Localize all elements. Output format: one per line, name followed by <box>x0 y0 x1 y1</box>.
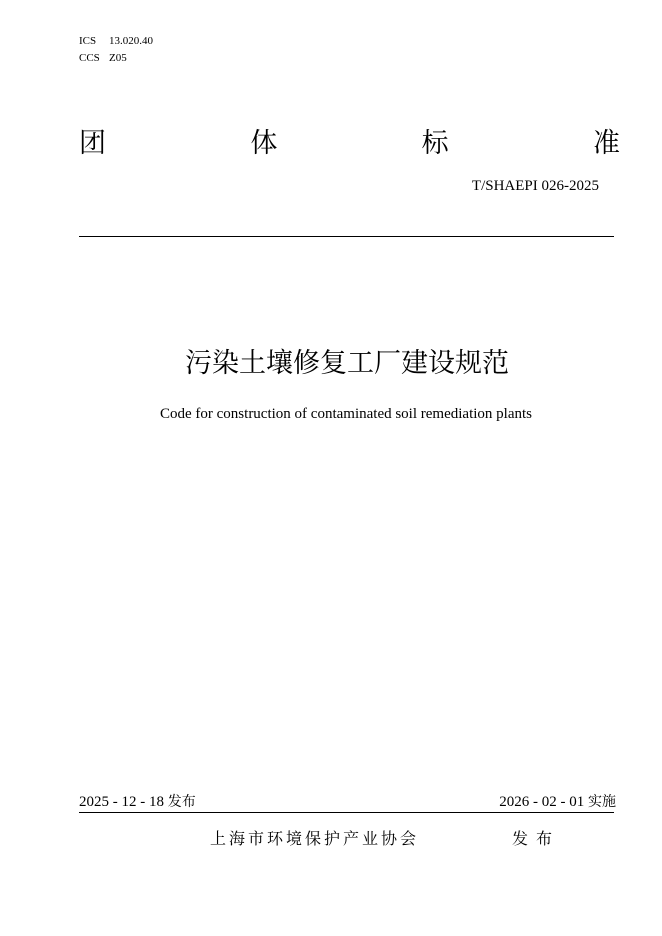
standard-type-char: 标 <box>421 128 449 159</box>
standard-number: T/SHAEPI 026-2025 <box>471 178 599 194</box>
title-english: Code for construction of contaminated soil remediation plants <box>160 406 532 422</box>
implement-date-value: 2026 - 02 - 01 <box>499 794 585 810</box>
implement-suffix: 实施 <box>588 794 616 810</box>
publisher-name: 上海市环境保护产业协会 <box>210 829 420 848</box>
standard-type-heading <box>79 126 620 162</box>
issue-date <box>79 791 196 811</box>
issue-date-value: 2025 - 12 - 18 <box>79 794 164 810</box>
standard-type-char: 体 <box>250 128 278 159</box>
ics-row <box>79 33 153 50</box>
bottom-divider <box>79 812 614 813</box>
title-chinese: 污染土壤修复工厂建设规范 <box>185 348 509 379</box>
standard-type-char: 团 <box>79 128 106 159</box>
classification-codes <box>79 33 153 67</box>
ccs-row <box>79 50 153 67</box>
publish-label: 发布 <box>512 829 561 848</box>
ccs-value: Z05 <box>109 52 127 64</box>
ics-label: ICS <box>79 35 97 47</box>
ics-value: 13.020.40 <box>109 35 153 47</box>
standard-type-char: 准 <box>592 128 620 159</box>
implement-date <box>499 791 616 811</box>
top-divider <box>79 236 614 237</box>
issue-suffix: 发布 <box>167 794 196 810</box>
ccs-label: CCS <box>79 52 100 64</box>
